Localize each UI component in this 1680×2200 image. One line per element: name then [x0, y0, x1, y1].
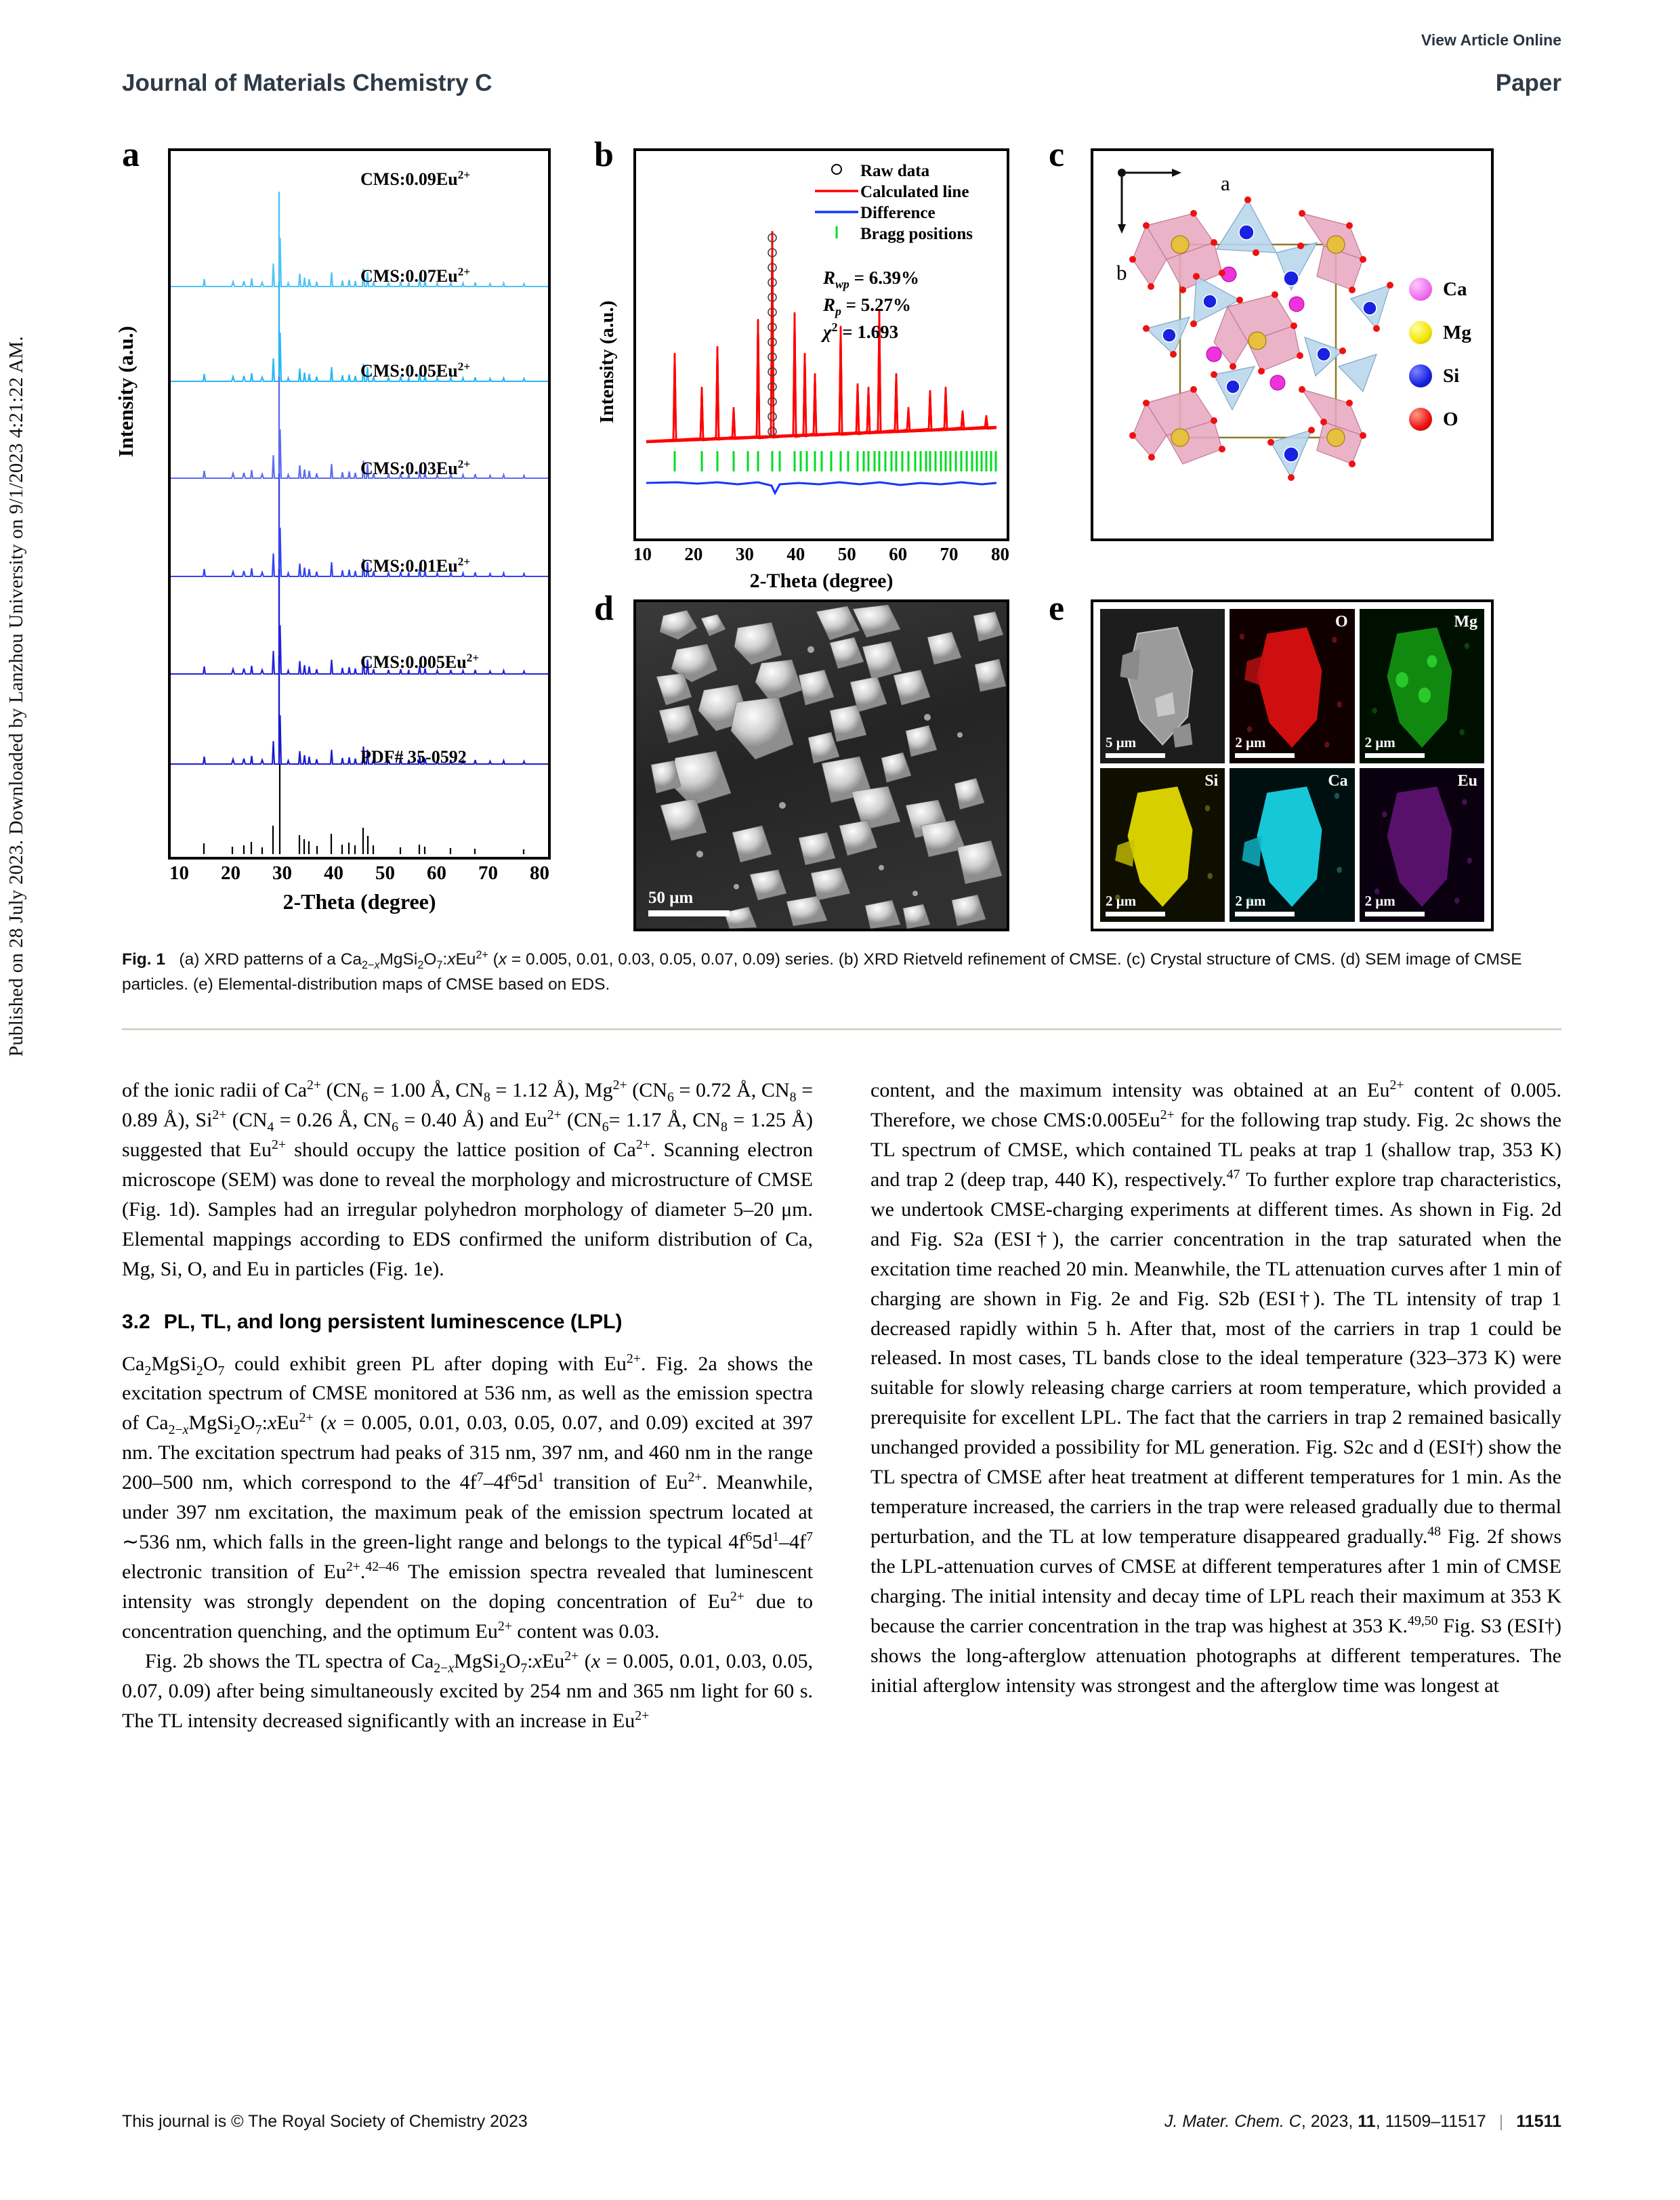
xtick: 10 [633, 544, 652, 564]
panel-a-xrd-traces [171, 151, 548, 857]
ca-atom-icon [1409, 278, 1432, 301]
panel-a-letter: a [122, 135, 140, 174]
stat-rwp: $R_{wp} = 6.39\%$ [823, 268, 919, 291]
xtick: 30 [735, 544, 754, 564]
stat-rp: $R_p = 5.27\%$ [823, 295, 912, 318]
panel-a-xlabel: 2-Theta (degree) [282, 889, 436, 914]
xtick: 70 [940, 544, 959, 564]
scalebar-line [1235, 753, 1295, 758]
section-heading-3-2 [122, 1307, 813, 1337]
caption-label: Fig. 1 [122, 950, 165, 969]
panel-b-xticks [633, 544, 1009, 565]
caption-rule [122, 1028, 1561, 1030]
eds-cell-ca [1230, 768, 1354, 923]
eds-cell-eu [1360, 768, 1484, 923]
eds-cell-mg [1360, 609, 1484, 763]
volume-number: 11 [1358, 2112, 1376, 2131]
page-footer [122, 2112, 1561, 2132]
legend-item-bragg-positions [813, 224, 996, 245]
eds-scalebar [1365, 734, 1425, 758]
scalebar-line [1106, 912, 1165, 916]
eds-cell-sem [1100, 609, 1225, 763]
legend-item-difference [813, 203, 996, 224]
panel-e-letter: e [1049, 589, 1065, 628]
scalebar-line [1235, 912, 1295, 916]
page-range: , 11509–11517 [1375, 2112, 1486, 2131]
atom-legend-item-ca: Ca [1409, 268, 1471, 311]
panel-b-refinement-stats [823, 268, 919, 349]
eds-scalebar [1235, 734, 1295, 758]
axis-label-a: a [1221, 171, 1230, 195]
panel-c-atom-legend [1409, 268, 1471, 441]
axis-arrows-icon [1116, 167, 1218, 269]
eds-cell-label: Eu [1457, 771, 1477, 790]
paragraph-right-1: content, and the maximum intensity was obtained at an $Eu^{2+}$ content of 0.005. Therefore, we chose $CMS:0.005Eu^{2+}$ for the following trap study. Fig. 2c shows the TL spectrum of CMSE, which contained TL peaks at trap 1 (shallow trap, 353 K) and trap 2 (deep trap, 440 K), respectively.$^{47}$ To further explore trap characteristics, we undertook CMSE-charging experiments at different times. As shown in Fig. 2d and Fig. S2a (ESI†), the carrier concentration in the trap saturated when the excitation time reached 20 min. Meanwhile, the TL attenuation curves after 1 min of charging are shown in Fig. 2e and Fig. S2b (ESI†). The TL intensity of trap 1 decreased rapidly within 5 h. After that, most of the carriers in trap 1 could be released. In most cases, TL bands close to the ideal temperature (323–373 K) were suitable for slowly releasing charge carriers at room temperature, which provided a prerequisite for excellent LPL. The fact that the carriers in trap 2 remained basically unchanged provided a possibility for ML generation. Fig. S2c and d (ESI†) show the TL spectra of CMSE after heat treatment at different temperatures for 1 min. As the temperature increased, the carriers in the trap were released gradually due to thermal perturbation, and the TL at low temperature disappeared gradually.$^{48}$ Fig. 2f shows the LPL-attenuation curves of CMSE at different temperatures after 1 min of CMSE charging. The initial intensity and decay time of LPL reach their maximum at 353 K because the carrier concentration in the trap was highest at 353 K.$^{49,50}$ Fig. S3 (ESI†) shows the long-afterglow attenuation photographs at different temperatures. The initial afterglow intensity was strongest and the afterglow time was longest at [870, 1078, 1562, 1697]
scalebar-label: 2 μm [1235, 893, 1266, 909]
legend-item-raw-data [813, 161, 996, 182]
journal-abbrev: J. Mater. Chem. C [1164, 2112, 1301, 2131]
body-column-right [870, 1076, 1561, 1701]
xtick: 50 [837, 544, 856, 564]
eds-cell-o [1230, 609, 1354, 763]
stat-chi2: $\chi^2 = 1.693$ [823, 320, 899, 342]
paragraph-left-2: $Ca_2MgSi_2O_7$ could exhibit green PL after doping with $Eu^{2+}$. Fig. 2a shows the excitation spectrum of CMSE monitored at 536 nm, as well as the emission spectra of $Ca_{2-x}MgSi_2O_7:xEu^{2+}$ (x = 0.005, 0.01, 0.03, 0.05, 0.07, and 0.09) excited at 397 nm. The excitation spectrum had peaks of 315 nm, 397 nm, and 460 nm in the range 200–500 nm, which correspond to the $4f^7-4f^65d^1$ transition of $Eu^{2+}$. Meanwhile, under 397 nm excitation, the maximum peak of the emission spectrum located at ∼536 nm, which falls in the green-light range and belongs to the typical $4f^65d^1-4f^7$ electronic transition of $Eu^{2+}.^{42-46}$ The emission spectra revealed that luminescent intensity was strongly dependent on the doping concentration of $Eu^{2+}$ due to concentration quenching, and the optimum $Eu^{2+}$ content was 0.03. [122, 1351, 813, 1643]
eds-scalebar [1106, 734, 1165, 758]
panel-a-trace-label-5: $CMS:0.005Eu^{2+}$ [360, 651, 480, 672]
running-head [122, 68, 1561, 99]
red-line-icon [813, 186, 860, 198]
legend-item-calculated-line [813, 182, 996, 203]
scalebar-label: 50 μm [648, 888, 694, 907]
xtick: 60 [427, 862, 446, 884]
xtick: 30 [272, 862, 292, 884]
legend-label: Calculated line [860, 182, 969, 201]
atom-legend-item-o: O [1409, 398, 1471, 441]
panel-b-xlabel: 2-Theta (degree) [749, 570, 894, 592]
panel-d-letter: d [594, 589, 614, 628]
scalebar-label: 2 μm [1106, 893, 1137, 909]
body-column-left [122, 1076, 813, 1736]
view-article-online-link[interactable]: View Article Online [1421, 31, 1561, 49]
citation-line [1164, 2112, 1561, 2132]
panel-a-reference-label: PDF# 35-0592 [360, 747, 467, 767]
panel-b-ylabel: Intensity (a.u.) [596, 300, 618, 423]
mg-atom-icon [1409, 321, 1432, 344]
panel-a-trace-label-2: $CMS:0.05Eu^{2+}$ [360, 360, 471, 381]
xtick: 80 [530, 862, 549, 884]
scalebar-line [648, 910, 730, 916]
xtick: 10 [169, 862, 189, 884]
copyright-text: This journal is © The Royal Society of Chemistry 2023 [122, 2112, 528, 2131]
panel-a-trace-label-0: $CMS:0.09Eu^{2+}$ [360, 168, 471, 189]
scalebar-line [1365, 753, 1425, 758]
panel-c-axis-indicator [1116, 167, 1218, 269]
atom-legend-item-mg: Mg [1409, 311, 1471, 354]
eds-cell-label: Si [1204, 771, 1219, 790]
panel-a-trace-label-1: $CMS:0.07Eu^{2+}$ [360, 265, 471, 286]
footer-separator: | [1498, 2112, 1504, 2131]
panel-b-legend [813, 161, 996, 245]
panel-c-letter: c [1049, 135, 1065, 174]
citation-year: , 2023, [1301, 2112, 1353, 2131]
paragraph-left-1: of the ionic radii of $Ca^{2+}$ ($CN_6 = 1.00$ Å, $CN_8 = 1.12$ Å), $Mg^{2+}$ ($CN_6 = 0.72$ Å, $CN_8 = 0.89$ Å), $Si^{2+}$ ($CN_4 = 0.26$ Å, $CN_6 = 0.40$ Å) and $Eu^{2+}$ ($CN_6= 1.17$ Å, $CN_8 = 1.25$ Å) suggested that $Eu^{2+}$ should occupy the lattice position of $Ca^{2+}$. Scanning electron microscope (SEM) was done to reveal the morphology and microstructure of CMSE (Fig. 1d). Samples had an irregular polyhedron morphology of diameter 5–20 μm. Elemental mappings according to EDS confirmed the uniform distribution of Ca, Mg, Si, O, and Eu in particles (Fig. 1e). [122, 1078, 814, 1280]
eds-map-grid [1100, 609, 1484, 922]
scalebar-line [1365, 912, 1425, 916]
blue-line-icon [813, 207, 860, 219]
scalebar-label: 2 μm [1364, 734, 1395, 750]
paragraph-left-3: Fig. 2b shows the TL spectra of $Ca_{2-x}MgSi_2O_7:xEu^{2+}$ (x = 0.005, 0.01, 0.03, 0.05, 0.07, 0.09) after being simultaneously excited by 254 nm and 365 nm light for 60 s. The TL intensity decreased significantly with an increase in $Eu^{2+}$ [122, 1648, 813, 1732]
xtick: 20 [221, 862, 240, 884]
section-title: PL, TL, and long persistent luminescence (LPL) [163, 1310, 623, 1333]
si-atom-icon [1409, 364, 1432, 387]
xtick: 80 [990, 544, 1009, 564]
figure-caption: Fig. 1 (a) XRD patterns of a $Ca_{2-x}MgSi_2O_7:xEu^{2+}$ (x = 0.005, 0.01, 0.03, 0.05, 0.07, 0.09) series. (b) XRD Rietveld refinement of CMSE. (c) Crystal structure of CMS. (d) SEM image of CMSE particles. (e) Elemental-distribution maps of CMSE based on EDS. [122, 948, 1522, 994]
panel-a-xticks [168, 862, 551, 885]
open-circle-icon [813, 163, 860, 179]
o-atom-icon [1409, 408, 1432, 431]
document-type: Paper [1495, 70, 1561, 96]
journal-title: Journal of Materials Chemistry C [122, 70, 492, 96]
xtick: 20 [684, 544, 703, 564]
xtick: 60 [889, 544, 908, 564]
section-number: 3.2 [122, 1310, 150, 1333]
xtick: 70 [478, 862, 498, 884]
legend-label: Difference [860, 203, 936, 222]
panel-d-scalebar [648, 889, 730, 916]
panel-a-trace-label-4: $CMS:0.01Eu^{2+}$ [360, 555, 471, 576]
scalebar-label: 2 μm [1235, 734, 1266, 750]
atom-legend-item-si: Si [1409, 354, 1471, 398]
xtick: 50 [375, 862, 395, 884]
axis-label-b: b [1116, 261, 1127, 284]
figure-1 [114, 132, 1561, 935]
download-notice: Published on 28 July 2023. Downloaded by Lanzhou University on 9/1/2023 4:21:22 AM. [5, 336, 27, 1057]
legend-label: Raw data [860, 161, 930, 180]
eds-scalebar [1365, 893, 1425, 916]
eds-cell-label: O [1335, 613, 1348, 631]
panel-a-trace-label-3: $CMS:0.03Eu^{2+}$ [360, 457, 471, 478]
scalebar-label: 5 μm [1106, 734, 1137, 750]
page-number: 11511 [1516, 2112, 1561, 2131]
scalebar-line [1106, 753, 1165, 758]
eds-scalebar [1106, 893, 1165, 916]
eds-cell-label: Mg [1454, 613, 1477, 631]
eds-scalebar [1235, 893, 1295, 916]
scalebar-label: 2 μm [1364, 893, 1395, 909]
panel-b-letter: b [594, 135, 614, 174]
xtick: 40 [786, 544, 805, 564]
panel-a-plot [168, 148, 551, 860]
xtick: 40 [324, 862, 343, 884]
panel-a-ylabel: Intensity (a.u.) [114, 326, 138, 457]
sem-particles-image [636, 602, 1007, 929]
eds-cell-si [1100, 768, 1225, 923]
legend-label: Bragg positions [860, 224, 973, 243]
eds-cell-label: Ca [1328, 771, 1348, 790]
panel-d-sem-image [633, 599, 1009, 931]
green-tick-icon [813, 224, 860, 244]
panel-e-eds-maps [1091, 599, 1494, 931]
